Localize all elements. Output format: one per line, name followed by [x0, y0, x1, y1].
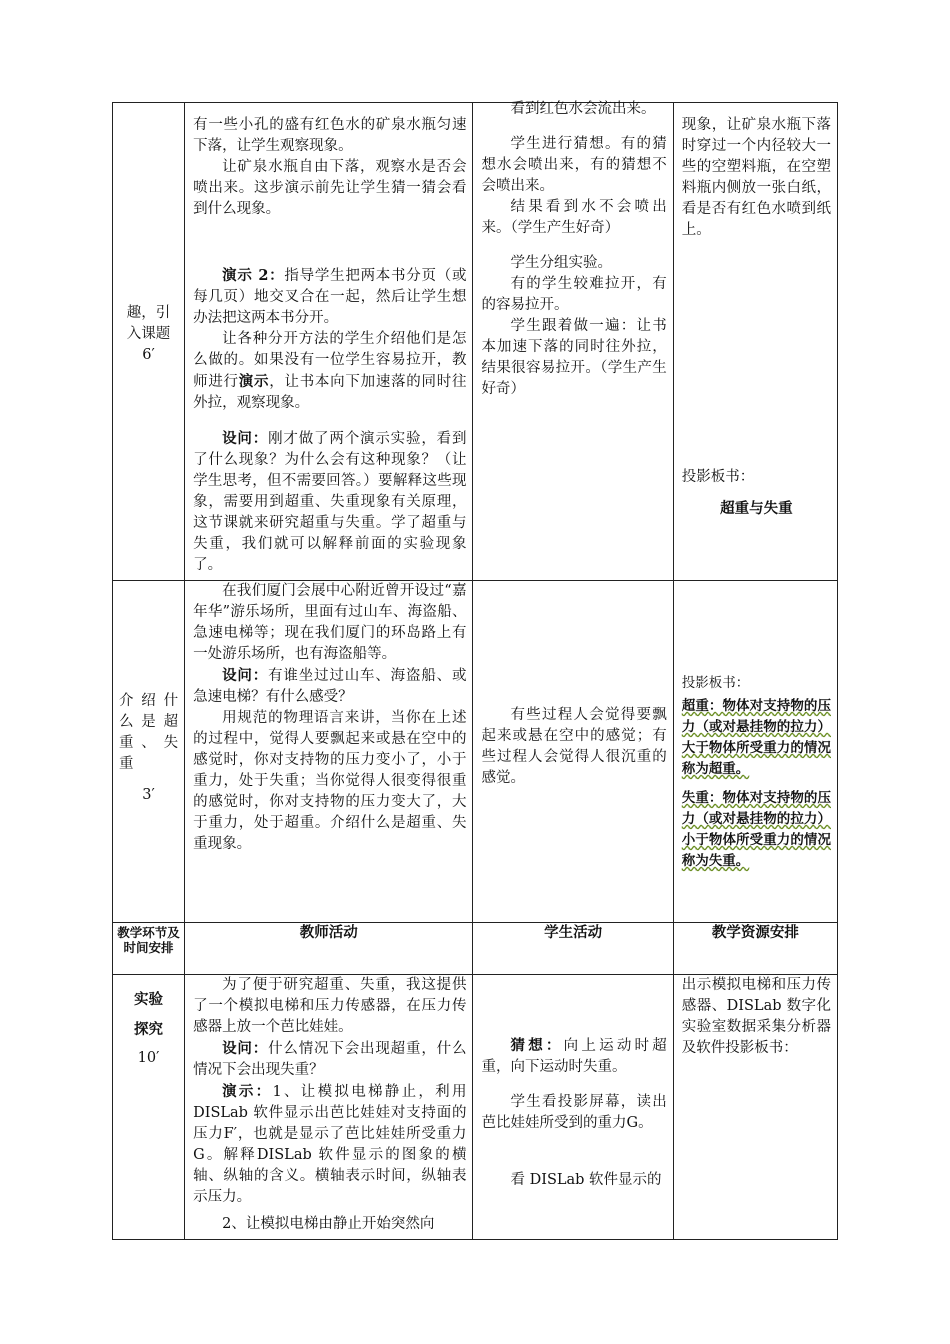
resource-cell-concept: [673, 581, 837, 923]
teacher-paragraph: [193, 329, 466, 414]
resource-cell-intro: [673, 103, 837, 581]
stage-cell-intro: [113, 103, 185, 581]
student-paragraph: 学生看投影屏幕，读出芭比娃娃所受到的重力G。: [481, 1094, 667, 1131]
student-cell-experiment: [473, 975, 673, 1240]
stage-line-1: 介绍什: [119, 693, 179, 709]
table-row-experiment: [113, 975, 838, 1240]
stage-title-1: 实验: [134, 992, 164, 1008]
header-stage: 教学环节及时间安排: [113, 923, 185, 975]
student-paragraph: 看 DISLab 软件显示的: [510, 1172, 662, 1188]
teacher-paragraph: 在我们厦门会展中心附近曾开设过“嘉年华”游乐场所，里面有过山车、海盗船、急速电梯等；现在我们厦门的环岛路上有一处游乐场所，也有海盗船等。: [193, 583, 467, 662]
weightless-definition: 失重：物体对支持物的压力（或对悬挂物的拉力）小于物体所受重力的情况称为失重。: [681, 790, 831, 869]
stage-time: 3′: [142, 787, 155, 803]
table-header-row: [113, 923, 838, 975]
demo-text: 1、让模拟电梯静止，利用DISLab 软件显示出芭比娃娃对支持面的压力F′，也就是显示了芭比娃娃所受重力G。解释DISLab 软件显示的图象的横轴、纵轴的含义。横轴表示时间，纵轴表示压力。: [193, 1084, 467, 1205]
resource-paragraph: 现象，让矿泉水瓶下落时穿过一个内径较大一些的空塑料瓶，在空塑料瓶内侧放一张白纸，看是否有红色水喷到纸上。: [681, 117, 831, 238]
text-span: ，让书本向下加速落的同时往外拉，观察现象。: [193, 374, 467, 411]
demo-label: 演示：: [222, 1083, 273, 1100]
student-paragraph: 看到红色水会流出来。: [510, 101, 656, 117]
student-paragraph: 有的学生较难拉开，有的容易拉开。: [481, 276, 667, 313]
lesson-plan-table: [112, 102, 838, 1240]
resource-cell-experiment: [673, 975, 837, 1240]
question-label: 设问：: [222, 430, 269, 447]
teacher-cell-experiment: [185, 975, 473, 1240]
demo2-text: 指导学生把两本书分页（或每几页）地交叉合在一起，然后让学生想办法把这两本书分开。: [193, 268, 467, 326]
question-label: 设问：: [222, 1040, 269, 1057]
student-paragraph: 有些过程人会觉得要飘起来或悬在空中的感觉；有些过程人会觉得人很沉重的感觉。: [481, 707, 667, 786]
stage-line-2: 么是超: [119, 714, 179, 730]
stage-time: 6′: [142, 347, 155, 363]
student-paragraph: 学生分组实验。: [510, 255, 612, 271]
question-text: 有谁坐过过山车、海盗船、或急速电梯？有什么感受？: [193, 668, 467, 705]
student-paragraph: 学生跟着做一遍：让书本加速下落的同时往外拉，结果很容易拉开。（学生产生好奇）: [481, 318, 667, 397]
teacher-paragraph: 2、让模拟电梯由静止开始突然向: [222, 1216, 435, 1232]
teacher-paragraph: 用规范的物理语言来讲，当你在上述的过程中，觉得人要飘起来或悬在空中的感觉时，你对支持物的压力变小了，小于重力，处于失重；当你觉得人很变得很重的感觉时，你对支持物的压力变大了，大于重力，处于超重。介绍什么是超重、失重现象。: [193, 710, 467, 852]
stage-cell-concept: [113, 581, 185, 923]
stage-cell-experiment: [113, 975, 185, 1240]
stage-line-4: 重: [119, 756, 134, 772]
overweight-definition: 超重：物体对支持物的压力（或对悬挂物的拉力）大于物体所受重力的情况称为超重。: [681, 698, 831, 777]
demo2-label: 演示 2：: [222, 267, 285, 284]
stage-title-2: 探究: [134, 1022, 164, 1038]
student-paragraph-guess: [481, 1035, 666, 1078]
text-span: 让各种分开方法的学生介绍他们是怎么做的。如果没有一位学生容易拉开，教师进行: [193, 331, 467, 390]
header-teacher: 教师活动: [185, 923, 473, 975]
student-cell-intro: [473, 103, 673, 581]
teacher-paragraph-question: [193, 1038, 466, 1081]
teacher-paragraph: 有一些小孔的盛有红色水的矿泉水瓶匀速下落，让学生观察现象。: [193, 117, 467, 154]
bold-span: 演示: [238, 373, 270, 390]
teacher-cell-concept: [185, 581, 473, 923]
stage-line-3: 重、失: [119, 735, 179, 751]
question-text: 什么情况下会出现超重，什么情况下会出现失重？: [193, 1041, 467, 1078]
student-paragraph: 学生进行猜想。有的猜想水会喷出来，有的猜想不会喷出来。: [481, 136, 667, 194]
teacher-paragraph-question: [193, 665, 466, 708]
board-label: 投影板书：: [681, 675, 750, 691]
student-cell-concept: [473, 581, 673, 923]
board-label: 投影板书：: [681, 469, 755, 485]
board-title: 超重与失重: [720, 500, 793, 517]
teacher-paragraph-question: [193, 428, 466, 576]
stage-line-1: 趣，引: [126, 305, 171, 321]
guess-text: 向上运动时超重，向下运动时失重。: [481, 1038, 667, 1075]
teacher-paragraph-demo: [193, 1081, 466, 1208]
question-text: 刚才做了两个演示实验，看到了什么现象？为什么会有这种现象？（让学生思考，但不需要回答。）要解释这些现象，需要用到超重、失重现象有关原理，这节课就来研究超重与失重。学了超重与失重，我们就可以解释前面的实验现象了。: [193, 431, 467, 573]
table-row-concept: [113, 581, 838, 923]
header-resource: 教学资源安排: [673, 923, 837, 975]
header-student: 学生活动: [473, 923, 673, 975]
teacher-paragraph: 让矿泉水瓶自由下落，观察水是否会喷出来。这步演示前先让学生猜一猜会看到什么现象。: [193, 159, 467, 217]
teacher-paragraph: 为了便于研究超重、失重，我这提供了一个模拟电梯和压力传感器，在压力传感器上放一个芭比娃娃。: [193, 977, 467, 1035]
stage-time: 10′: [137, 1050, 160, 1066]
teacher-cell-intro: [185, 103, 473, 581]
stage-line-2: 入课题: [126, 326, 171, 342]
resource-paragraph: 出示模拟电梯和压力传感器、DISLab 数字化实验室数据采集分析器及软件投影板书：: [681, 977, 831, 1056]
teacher-paragraph-demo2: [193, 265, 466, 329]
student-paragraph: 结果看到水不会喷出来。（学生产生好奇）: [481, 199, 667, 236]
table-row-intro: [113, 103, 838, 581]
question-label: 设问：: [222, 667, 269, 684]
guess-label: 猜想：: [510, 1037, 564, 1054]
